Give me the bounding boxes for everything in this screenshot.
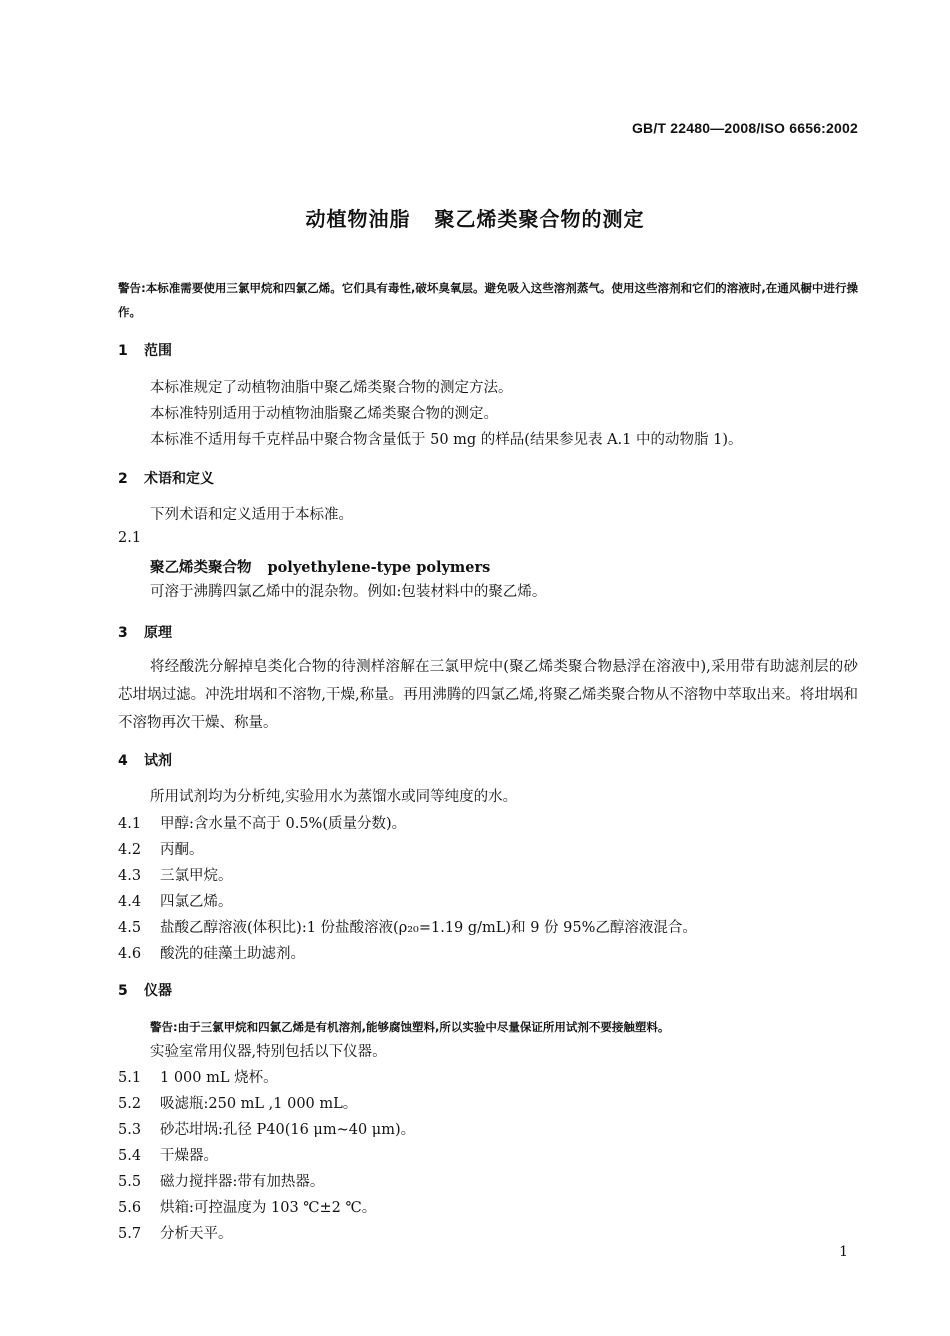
reagents-intro: 所用试剂均为分析纯,实验用水为蒸馏水或同等纯度的水。 xyxy=(150,789,518,805)
item-number: 5.6 xyxy=(118,1200,142,1216)
item-text: 烘箱:可控温度为 103 ℃±2 ℃。 xyxy=(160,1200,377,1216)
item-number: 4.5 xyxy=(118,920,142,936)
item-text: 酸洗的硅藻土助滤剂。 xyxy=(160,946,305,962)
section-5-heading xyxy=(118,980,172,1000)
section-title: 范围 xyxy=(144,343,172,359)
item-number: 5.3 xyxy=(118,1122,142,1138)
item-number: 5.7 xyxy=(118,1226,142,1242)
item-text: 磁力搅拌器:带有加热器。 xyxy=(160,1174,325,1190)
item-text: 丙酮。 xyxy=(160,842,204,858)
item-number: 5.1 xyxy=(118,1070,142,1086)
apparatus-item xyxy=(118,1170,324,1191)
terms-intro: 下列术语和定义适用于本标准。 xyxy=(150,507,353,523)
term-english: polyethylene-type polymers xyxy=(267,559,491,576)
title-part-1: 动植物油脂 xyxy=(305,207,411,231)
principle-paragraph: 将经酸洗分解掉皂类化合物的待测样溶解在三氯甲烷中(聚乙烯类聚合物悬浮在溶液中),采用带有助滤剂层的砂芯坩埚过滤。冲洗坩埚和不溶物,干燥,称量。再用沸腾的四氯乙烯,将聚乙烯类聚合物从不溶物中萃取出来。将坩埚和不溶物再次干燥、称量。 xyxy=(118,659,858,731)
item-number: 4.4 xyxy=(118,894,142,910)
section-title: 原理 xyxy=(144,625,172,641)
reagent-item xyxy=(118,890,233,911)
scope-paragraph-2: 本标准特别适用于动植物油脂聚乙烯类聚合物的测定。 xyxy=(150,406,498,422)
term-chinese: 聚乙烯类聚合物 xyxy=(150,560,252,576)
item-text: 四氯乙烯。 xyxy=(160,894,233,910)
item-number: 4.1 xyxy=(118,816,142,832)
reagent-item xyxy=(118,942,305,963)
section-3-heading xyxy=(118,622,172,642)
item-text: 分析天平。 xyxy=(160,1226,233,1242)
item-text: 甲醇:含水量不高于 0.5%(质量分数)。 xyxy=(160,816,407,832)
reagent-item xyxy=(118,838,204,859)
apparatus-item xyxy=(118,1196,376,1217)
item-number: 5.4 xyxy=(118,1148,142,1164)
item-text: 干燥器。 xyxy=(160,1148,218,1164)
section-title: 仪器 xyxy=(144,983,172,999)
item-number: 4.2 xyxy=(118,842,142,858)
subsection-2-1-number: 2.1 xyxy=(118,530,142,546)
section-number: 2 xyxy=(118,471,128,487)
apparatus-item xyxy=(118,1118,415,1139)
section-number: 3 xyxy=(118,625,128,641)
section-2-heading xyxy=(118,468,214,488)
scope-paragraph-3: 本标准不适用每千克样品中聚合物含量低于 50 mg 的样品(结果参见表 A.1 中的动物脂 1)。 xyxy=(150,432,743,448)
item-number: 5.5 xyxy=(118,1174,142,1190)
page-number: 1 xyxy=(839,1244,848,1260)
standard-number: GB/T 22480—2008/ISO 6656:2002 xyxy=(631,120,858,136)
item-text: 三氯甲烷。 xyxy=(160,868,233,884)
item-number: 5.2 xyxy=(118,1096,142,1112)
scope-paragraph-1: 本标准规定了动植物油脂中聚乙烯类聚合物的测定方法。 xyxy=(150,380,513,396)
section-title: 试剂 xyxy=(144,753,172,769)
apparatus-item xyxy=(118,1092,357,1113)
document-title xyxy=(0,203,950,232)
reagent-item xyxy=(118,812,406,833)
item-text: 吸滤瓶:250 mL ,1 000 mL。 xyxy=(160,1096,358,1112)
section-4-heading xyxy=(118,750,172,770)
term-definition: 可溶于沸腾四氯乙烯中的混杂物。例如:包装材料中的聚乙烯。 xyxy=(150,584,547,600)
reagent-item xyxy=(118,864,233,885)
item-text: 砂芯坩埚:孔径 P40(16 μm~40 μm)。 xyxy=(160,1122,416,1138)
apparatus-item xyxy=(118,1222,233,1243)
apparatus-item xyxy=(118,1066,278,1087)
apparatus-warning: 警告:由于三氯甲烷和四氯乙烯是有机溶剂,能够腐蚀塑料,所以实验中尽量保证所用试剂不要接触塑料。 xyxy=(150,1020,670,1034)
item-text: 1 000 mL 烧杯。 xyxy=(160,1070,278,1086)
item-text: 盐酸乙醇溶液(体积比):1 份盐酸溶液(ρ₂₀=1.19 g/mL)和 9 份 95%乙醇溶液混合。 xyxy=(160,920,697,936)
section-title: 术语和定义 xyxy=(144,471,214,487)
apparatus-item xyxy=(118,1144,218,1165)
warning-paragraph: 警告:本标准需要使用三氯甲烷和四氯乙烯。它们具有毒性,破坏臭氧层。避免吸入这些溶剂蒸气。使用这些溶剂和它们的溶液时,在通风橱中进行操作。 xyxy=(118,281,858,319)
item-number: 4.6 xyxy=(118,946,142,962)
section-number: 1 xyxy=(118,343,128,359)
title-part-2: 聚乙烯类聚合物的测定 xyxy=(434,207,645,231)
apparatus-intro: 实验室常用仪器,特别包括以下仪器。 xyxy=(150,1044,387,1060)
section-number: 4 xyxy=(118,753,128,769)
term-entry xyxy=(150,556,490,577)
item-number: 4.3 xyxy=(118,868,142,884)
section-1-heading xyxy=(118,340,172,360)
reagent-item xyxy=(118,916,697,937)
section-number: 5 xyxy=(118,983,128,999)
